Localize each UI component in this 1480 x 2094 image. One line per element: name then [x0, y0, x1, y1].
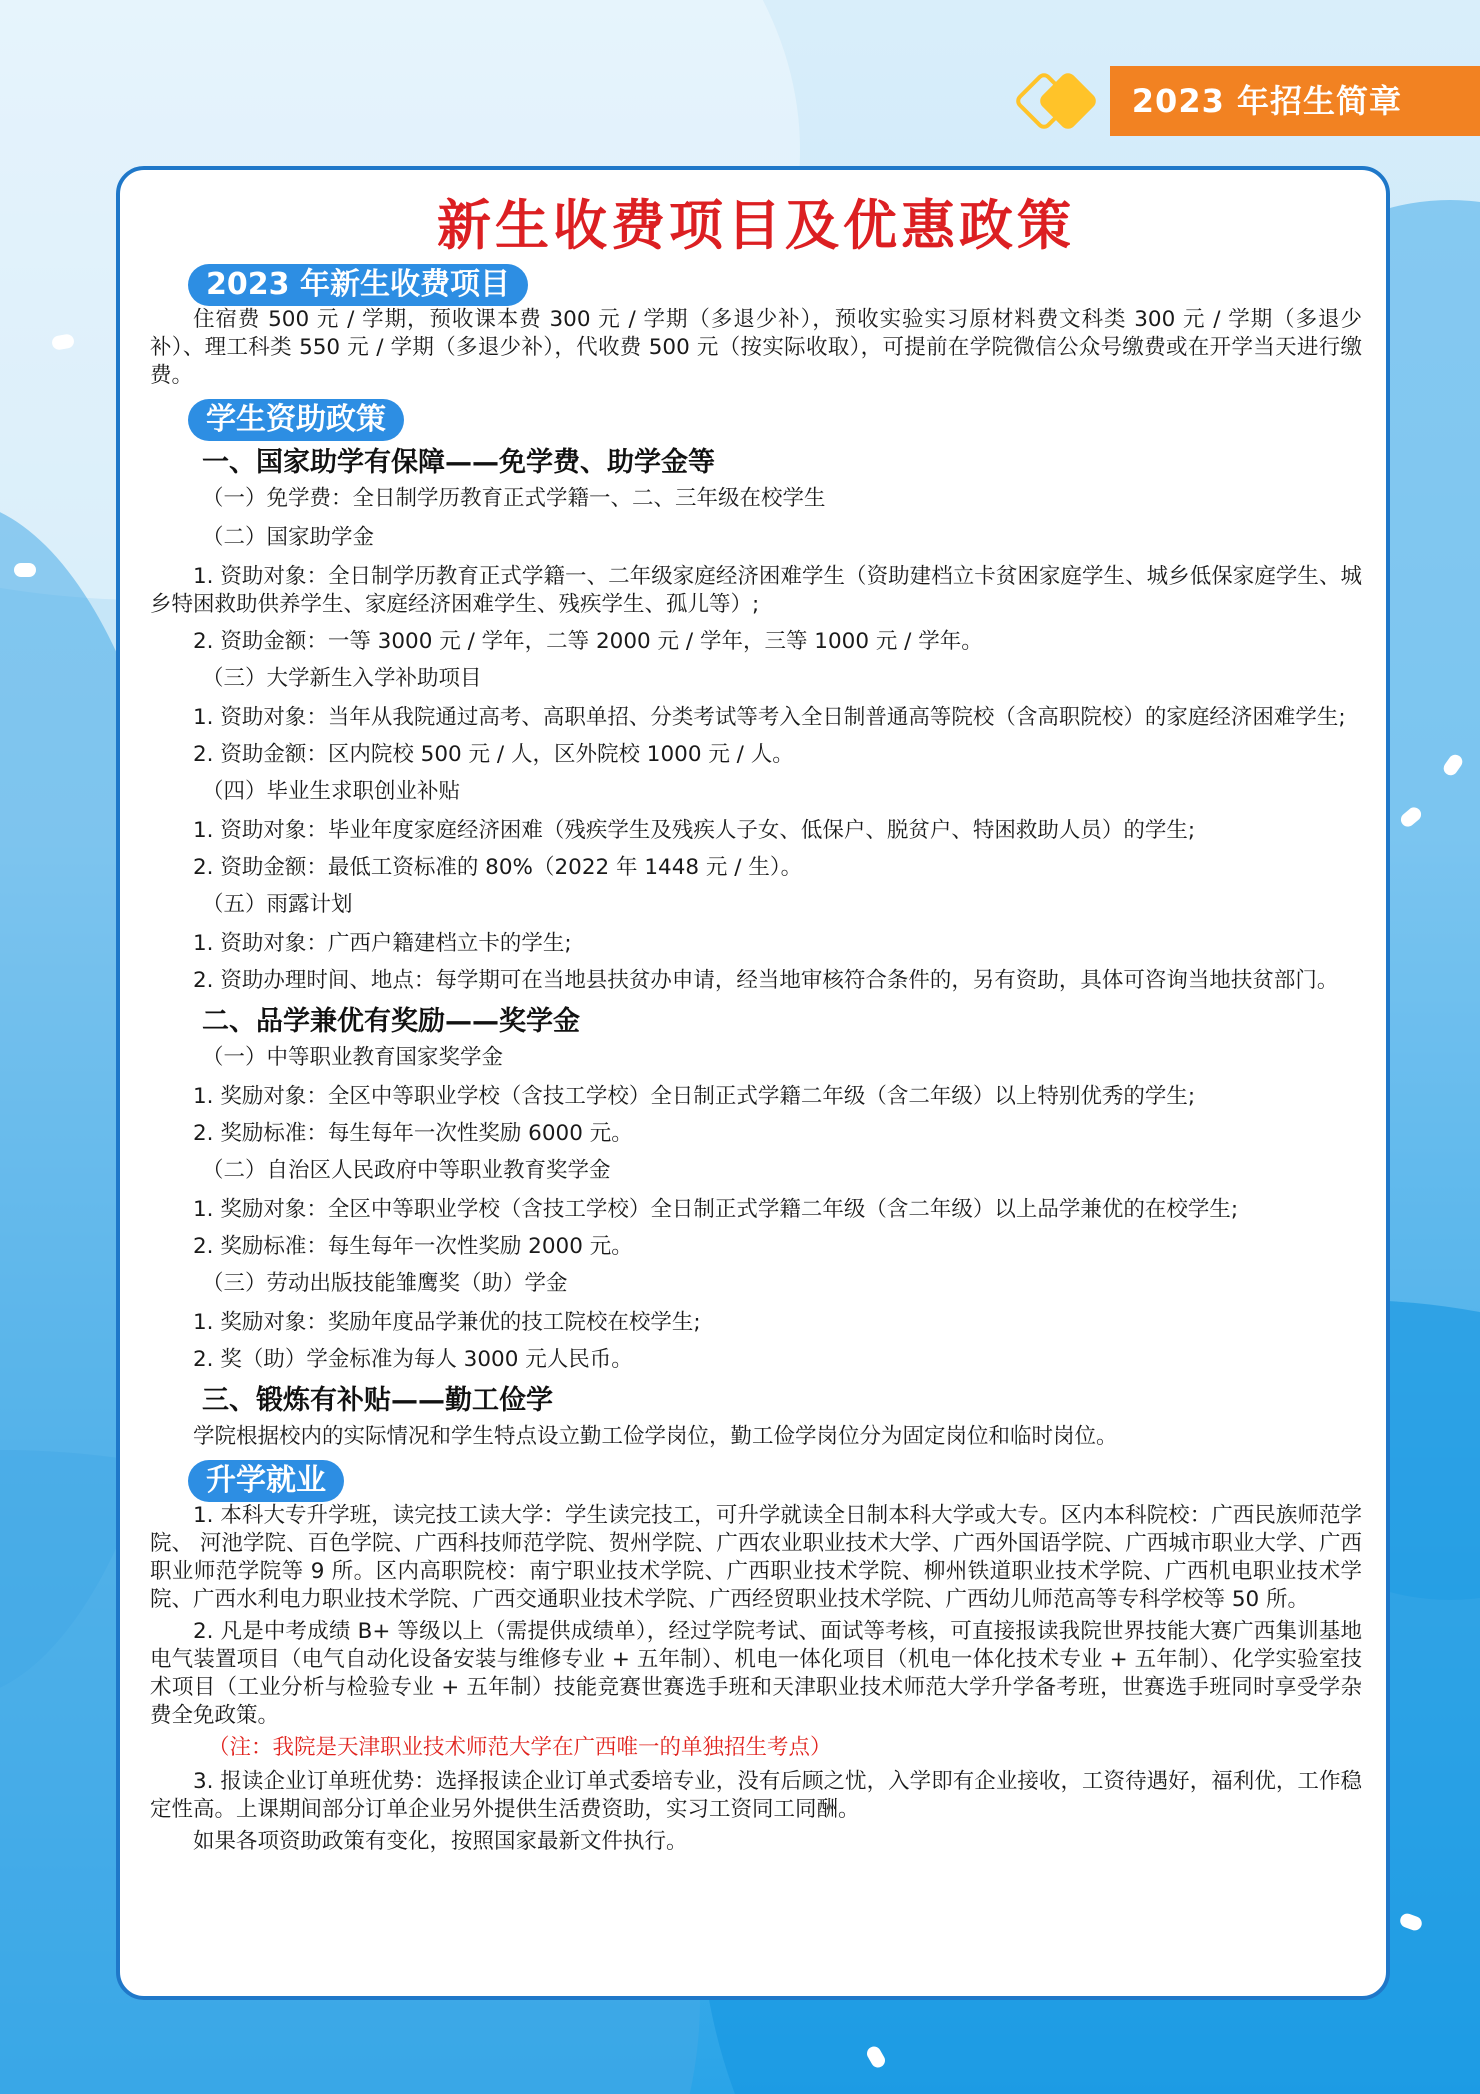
- aid-part2-s1: （一）中等职业教育国家奖学金: [202, 1045, 504, 1070]
- aid-part1-s5-p2: 2. 资助办理时间、地点：每学期可在当地县扶贫办申请，经当地审核符合条件的，另有资助，具体可咨询当地扶贫部门。: [193, 968, 1339, 993]
- section-heading-further: 升学就业: [188, 1460, 344, 1502]
- page-title: 新生收费项目及优惠政策: [437, 194, 1075, 257]
- aid-part1-s2-p2: 2. 资助金额：一等 3000 元 / 学年，二等 2000 元 / 学年，三等 1000 元 / 学年。: [193, 629, 983, 654]
- aid-part1-s2: （二）国家助学金: [202, 525, 375, 550]
- aid-part1-s4: （四）毕业生求职创业补贴: [202, 779, 461, 804]
- aid-part2-s2-p2: 2. 奖励标准：每生每年一次性奖励 2000 元。: [193, 1234, 633, 1259]
- bg-dash: [14, 563, 36, 577]
- aid-part1-s3-p1: 1. 资助对象：当年从我院通过高考、高职单招、分类考试等考入全日制普通高等院校（含高职院校）的家庭经济困难学生;: [193, 705, 1346, 730]
- brochure-badge: [1010, 66, 1480, 136]
- aid-part2-s3-p2: 2. 奖（助）学金标准为每人 3000 元人民币。: [193, 1347, 633, 1372]
- aid-part1-s3-p2: 2. 资助金额：区内院校 500 元 / 人，区外院校 1000 元 / 人。: [193, 742, 794, 767]
- further-note: （注：我院是天津职业技术师范大学在广西唯一的单独招生考点）: [208, 1735, 832, 1760]
- aid-part3-title: 三、锻炼有补贴——勤工俭学: [202, 1385, 553, 1416]
- aid-part2-s2-p1: 1. 奖励对象：全区中等职业学校（含技工学校）全日制正式学籍二年级（含二年级）以上品学兼优的在校学生;: [193, 1197, 1239, 1222]
- further-p1: 1. 本科大专升学班，读完技工读大学：学生读完技工，可升学就读全日制本科大学或大专。区内本科院校：广西民族师范学院、 河池学院、百色学院、广西科技师范学院、贺州学院、广西农业职业技术大学、广西外国语学院、广西城市职业大学、广西职业师范学院等 9 所。区内高职院校：南宁职业技术学院、广西职业技术学院、柳州铁道职业技术学院、广西机电职业技术学院、广西水利电力职业技术学院、广西交通职业技术学院、广西经贸职业技术学院、广西幼儿师范高等专科学校等 50 所。: [150, 1503, 1362, 1612]
- aid-part3-text: 学院根据校内的实际情况和学生特点设立勤工俭学岗位，勤工俭学岗位分为固定岗位和临时岗位。: [193, 1424, 1118, 1449]
- aid-part1-s5: （五）雨露计划: [202, 892, 353, 917]
- aid-part2-s3: （三）劳动出版技能雏鹰奖（助）学金: [202, 1271, 568, 1296]
- further-p2: 2. 凡是中考成绩 B+ 等级以上（需提供成绩单），经过学院考试、面试等考核，可直接报读我院世界技能大赛广西集训基地电气装置项目（电气自动化设备安装与维修专业 + 五年制）、机电一体化项目（机电一体化技术专业 + 五年制）、化学实验室技术项目（工业分析与检验专业 + 五年制）技能竞赛世赛选手班和天津职业技术师范大学升学备考班，世赛选手班同时享受学杂费全免政策。: [150, 1619, 1362, 1728]
- aid-part2-s2: （二）自治区人民政府中等职业教育奖学金: [202, 1158, 611, 1183]
- content-card: [116, 166, 1390, 2000]
- aid-part2-s1-p1: 1. 奖励对象：全区中等职业学校（含技工学校）全日制正式学籍二年级（含二年级）以上特别优秀的学生;: [193, 1084, 1196, 1109]
- aid-part1-s4-p1: 1. 资助对象：毕业年度家庭经济困难（残疾学生及残疾人子女、低保户、脱贫户、特困救助人员）的学生;: [193, 818, 1196, 843]
- aid-part1-s4-p2: 2. 资助金额：最低工资标准的 80%（2022 年 1448 元 / 生）。: [193, 855, 803, 880]
- aid-part1-s3: （三）大学新生入学补助项目: [202, 666, 482, 691]
- section-heading-fees: 2023 年新生收费项目: [188, 264, 528, 306]
- aid-part1-title: 一、国家助学有保障——免学费、助学金等: [202, 447, 715, 478]
- aid-part1-s1: （一）免学费：全日制学历教育正式学籍一、二、三年级在校学生: [202, 486, 826, 511]
- aid-part1-s2-p1: 1. 资助对象：全日制学历教育正式学籍一、二年级家庭经济困难学生（资助建档立卡贫困家庭学生、城乡低保家庭学生、城乡特困救助供养学生、家庭经济困难学生、残疾学生、孤儿等）;: [150, 564, 1362, 617]
- fees-text: 住宿费 500 元 / 学期，预收课本费 300 元 / 学期（多退少补），预收实验实习原材料费文科类 300 元 / 学期（多退少补）、理工科类 550 元 / 学期（多退少补），代收费 500 元（按实际收取），可提前在学院微信公众号缴费或在开学当天进行缴费。: [150, 307, 1362, 388]
- aid-part2-s3-p1: 1. 奖励对象：奖励年度品学兼优的技工院校在校学生;: [193, 1310, 701, 1335]
- aid-part2-title: 二、品学兼优有奖励——奖学金: [202, 1006, 580, 1037]
- section-heading-aid: 学生资助政策: [188, 399, 404, 441]
- aid-part1-s5-p1: 1. 资助对象：广西户籍建档立卡的学生;: [193, 931, 572, 956]
- diamond-logo-icon: [1010, 66, 1102, 136]
- further-p3: 3. 报读企业订单班优势：选择报读企业订单式委培专业，没有后顾之忧，入学即有企业接收，工资待遇好，福利优，工作稳定性高。上课期间部分订单企业另外提供生活费资助，实习工资同工同酬。: [150, 1769, 1362, 1822]
- aid-part2-s1-p2: 2. 奖励标准：每生每年一次性奖励 6000 元。: [193, 1121, 633, 1146]
- further-p4: 如果各项资助政策有变化，按照国家最新文件执行。: [193, 1829, 688, 1854]
- badge-label: 2023 年招生简章: [1110, 66, 1480, 136]
